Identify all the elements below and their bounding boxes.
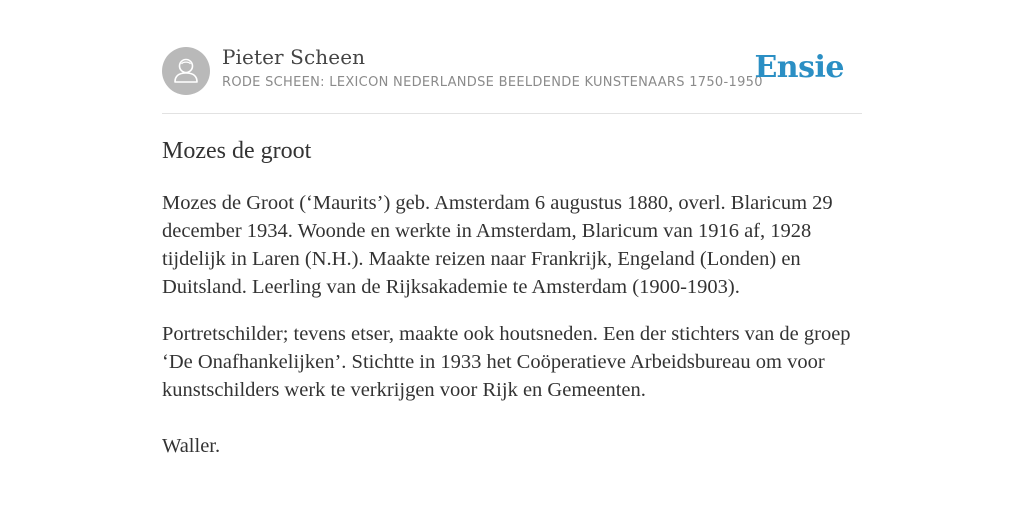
article-paragraph: Portretschilder; tevens etser, maakte ook houtsneden. Een der stichters van de groep ‘De Onafhankelijken’. Stichtte in 1933 het Coöperatieve Arbeidsbureau om voor kunstschilders werk te verkrijgen voor Rijk en Gemeenten. xyxy=(162,323,851,401)
source-title[interactable]: RODE SCHEEN: LEXICON NEDERLANDSE BEELDENDE KUNSTENAARS 1750-1950 xyxy=(222,75,763,90)
author-avatar-icon[interactable] xyxy=(162,47,210,95)
article-paragraph: Mozes de Groot (‘Maurits’) geb. Amsterdam 6 augustus 1880, overl. Blaricum 29 december 1934. Woonde en werkte in Amsterdam, Blaricum van 1916 af, 1928 tijdelijk in Laren (N.H.). Maakte reizen naar Frankrijk, Engeland (Londen) en Duitsland. Leerling van de Rijksakademie te Amsterdam (1900-1903). xyxy=(162,192,833,298)
author-name[interactable]: Pieter Scheen xyxy=(222,45,366,69)
page-title: Mozes de groot xyxy=(162,138,312,164)
article-author-signature: Waller. xyxy=(162,435,221,457)
article-body xyxy=(162,189,867,460)
article-card xyxy=(162,0,862,457)
article-header xyxy=(162,0,862,114)
ensie-logo[interactable]: Ensie xyxy=(754,50,844,85)
user-silhouette-icon xyxy=(162,47,210,95)
